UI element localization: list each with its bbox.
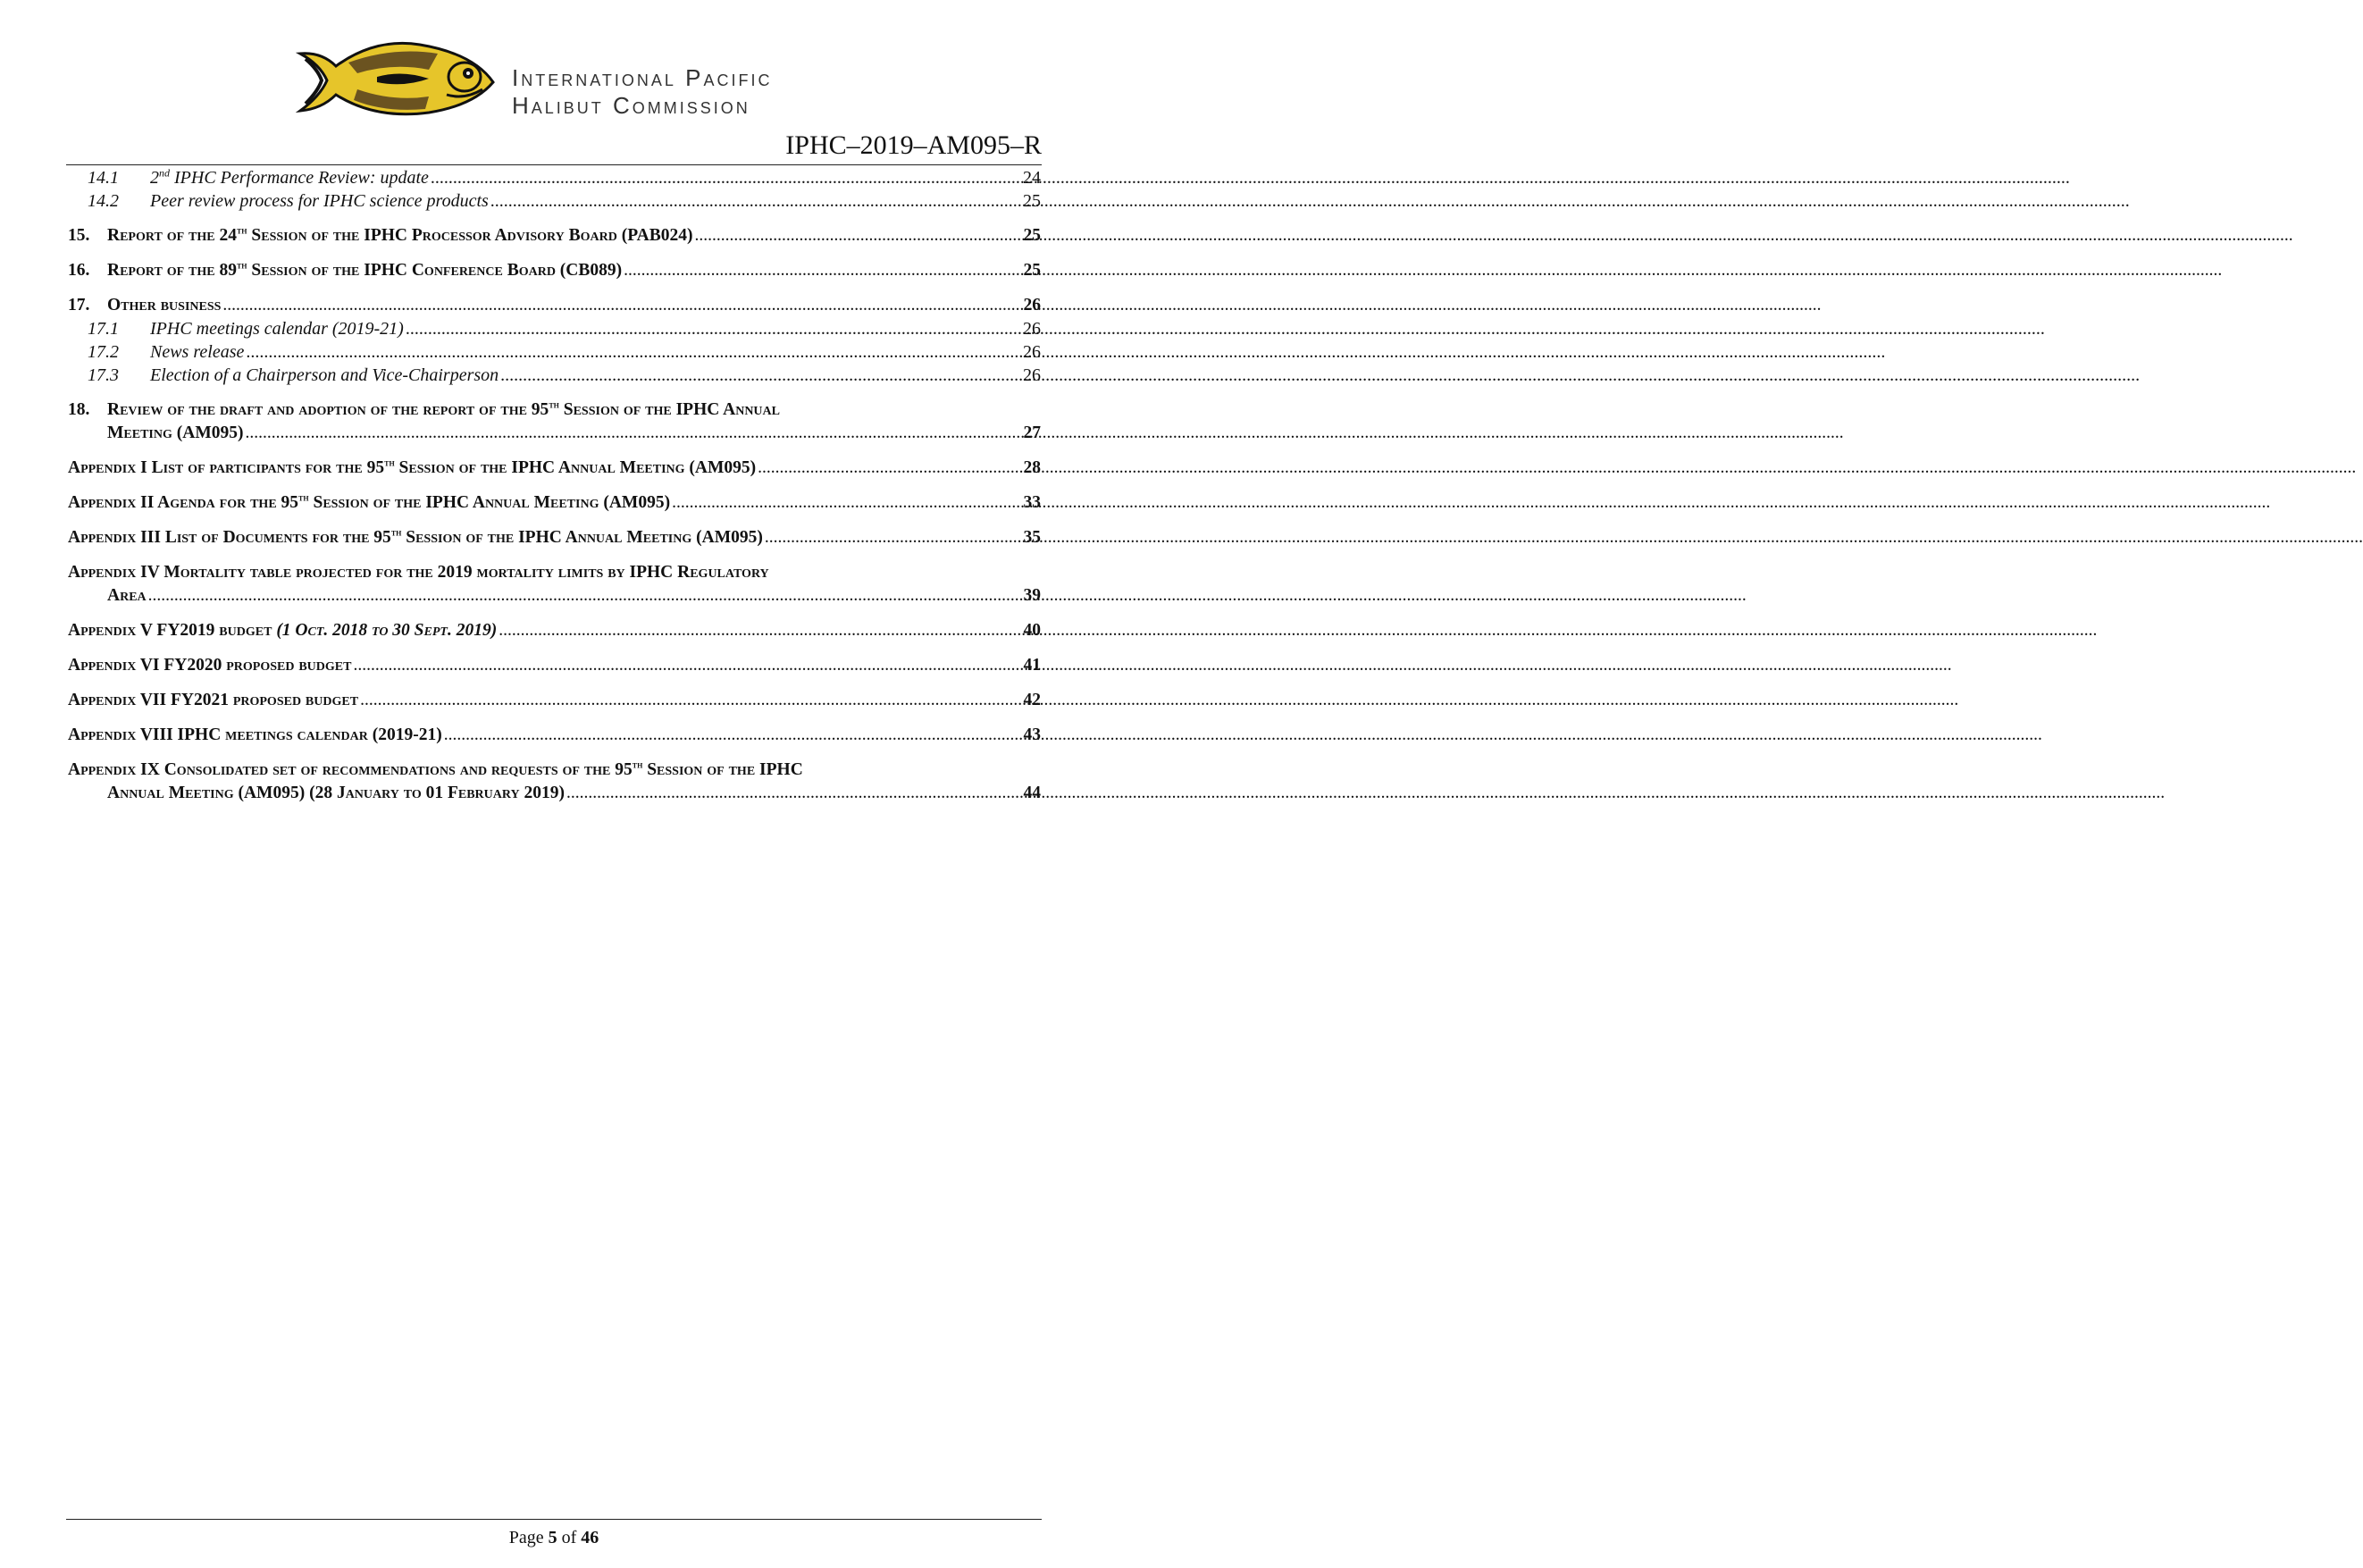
toc-title-continued: Meeting (AM095) <box>107 423 244 442</box>
halibut-logo-icon <box>295 38 500 123</box>
toc-title-prefix: Report of the 89 <box>107 261 237 280</box>
toc-entry-appendix-6[interactable] <box>68 654 1041 677</box>
page-footer <box>0 1528 1108 1548</box>
toc-superscript: th <box>236 224 247 237</box>
toc-title: Appendix VII FY2021 proposed budget <box>68 691 359 709</box>
toc-page-number: 26 <box>1023 365 1041 385</box>
toc-entry-appendix-3[interactable] <box>68 526 1041 549</box>
toc-page-number: 28 <box>1023 458 1041 477</box>
toc-title-prefix: Appendix I List of participants for the 95 <box>68 458 385 477</box>
toc-entry-appendix-1[interactable] <box>68 457 1041 480</box>
toc-page-number: 24 <box>1023 168 1041 188</box>
org-line-2: Halibut Commission <box>512 92 750 119</box>
leader-dots <box>406 317 1021 340</box>
toc-title: IPHC meetings calendar (2019-21) <box>150 319 404 339</box>
toc-number: 14.2 <box>88 191 119 211</box>
toc-title-italic: (1 Oct. 2018 to 30 Sept. 2019) <box>276 621 498 640</box>
toc-title: Session of the IPHC Annual Meeting (AM095) <box>401 528 763 547</box>
leader-dots <box>148 584 1022 608</box>
leader-dots <box>765 526 1022 549</box>
leader-dots <box>672 491 1021 515</box>
toc-page-number: 25 <box>1023 226 1041 245</box>
toc-title: Appendix IV Mortality table projected for the 2019 mortality limits by IPHC Regulatory <box>68 563 769 582</box>
toc-page-number: 26 <box>1023 319 1041 339</box>
toc-page-number: 43 <box>1023 725 1041 744</box>
toc-number: 17. <box>68 296 90 314</box>
toc-page-number: 33 <box>1023 493 1041 512</box>
toc-superscript: th <box>236 259 247 272</box>
toc-entry-appendix-2[interactable] <box>68 491 1041 515</box>
toc-title: Appendix V FY2019 budget <box>68 621 277 640</box>
toc-superscript: th <box>384 457 395 469</box>
toc-title: Appendix VI FY2020 proposed budget <box>68 656 352 675</box>
toc-entry-17[interactable] <box>68 294 1041 317</box>
toc-title: Session of the IPHC Annual Meeting (AM095) <box>394 458 757 477</box>
toc-page-number: 26 <box>1023 296 1041 314</box>
page-label: Page <box>508 1528 544 1547</box>
leader-dots <box>499 619 1021 642</box>
toc-superscript: th <box>632 759 643 771</box>
toc-title: Session of the IPHC Annual <box>558 400 780 419</box>
toc-entry-appendix-7[interactable] <box>68 689 1041 712</box>
total-pages: 46 <box>581 1528 599 1547</box>
toc-title-prefix: Report of the 24 <box>107 226 237 245</box>
toc-title-continued: Annual Meeting (AM095) (28 January to 01 February 2019) <box>107 784 565 802</box>
leader-dots <box>360 689 1021 712</box>
toc-page-number: 26 <box>1023 342 1041 362</box>
toc-page-number: 42 <box>1023 691 1041 709</box>
toc-page-number: 39 <box>1023 586 1041 605</box>
toc-title-continued: Area <box>107 586 147 605</box>
leader-dots <box>431 166 1021 189</box>
current-page: 5 <box>548 1528 557 1547</box>
toc-entry-17-1[interactable] <box>68 317 1041 340</box>
toc-number: 15. <box>68 226 90 245</box>
leader-dots <box>490 189 1021 213</box>
toc-page-number: 25 <box>1023 191 1041 211</box>
toc-number: 16. <box>68 261 90 280</box>
table-of-contents <box>68 166 1041 805</box>
leader-dots <box>245 422 1021 445</box>
toc-entry-15[interactable] <box>68 224 1041 247</box>
toc-page-number: 35 <box>1023 528 1041 547</box>
toc-entry-appendix-9[interactable] <box>68 759 1041 805</box>
toc-title: Appendix VIII IPHC meetings calendar (2019-21) <box>68 725 442 744</box>
toc-title: Session of the IPHC Conference Board (CB089) <box>247 261 623 280</box>
toc-title: News release <box>150 342 245 362</box>
leader-dots <box>246 340 1021 364</box>
toc-title: Other business <box>107 296 222 314</box>
toc-title: Election of a Chairperson and Vice-Chairperson <box>150 365 499 385</box>
toc-title: Session of the IPHC Annual Meeting (AM095) <box>308 493 671 512</box>
toc-entry-appendix-5[interactable] <box>68 619 1041 642</box>
leader-dots <box>758 457 1021 480</box>
toc-superscript: th <box>549 398 559 411</box>
toc-superscript: th <box>390 526 402 539</box>
toc-title: Session of the IPHC Processor Advisory Board (PAB024) <box>247 226 693 245</box>
toc-entry-17-3[interactable] <box>68 364 1041 387</box>
document-id: IPHC–2019–AM095–R <box>785 130 1042 160</box>
leader-dots <box>444 724 1022 747</box>
toc-entry-appendix-4[interactable] <box>68 561 1041 608</box>
toc-page-number: 27 <box>1023 423 1041 442</box>
toc-number: 18. <box>68 400 90 419</box>
toc-title-prefix: Appendix IX Consolidated set of recommendations and requests of the 95 <box>68 760 633 779</box>
leader-dots <box>695 224 1022 247</box>
leader-dots <box>624 259 1021 282</box>
header-divider <box>66 164 1042 165</box>
org-line-1: International Pacific <box>512 64 773 91</box>
leader-dots <box>566 782 1022 805</box>
toc-title: Peer review process for IPHC science products <box>150 191 489 211</box>
toc-number: 14.1 <box>88 168 119 188</box>
toc-number: 17.1 <box>88 319 119 339</box>
toc-number: 17.3 <box>88 365 119 385</box>
toc-number: 17.2 <box>88 342 119 362</box>
toc-title: IPHC Performance Review: update <box>170 168 429 188</box>
toc-page-number: 44 <box>1023 784 1041 802</box>
of-label: of <box>561 1528 577 1547</box>
toc-page-number: 40 <box>1023 621 1041 640</box>
organization-name <box>512 64 772 120</box>
toc-entry-18[interactable] <box>68 398 1041 445</box>
footer-divider <box>66 1519 1042 1520</box>
toc-entry-16[interactable] <box>68 259 1041 282</box>
toc-title-prefix: Appendix II Agenda for the 95 <box>68 493 299 512</box>
leader-dots <box>222 294 1021 317</box>
toc-page-number: 41 <box>1023 656 1041 675</box>
leader-dots <box>353 654 1021 677</box>
toc-title-prefix: 2 <box>150 168 159 188</box>
toc-title: Session of the IPHC <box>642 760 803 779</box>
toc-entry-14-2[interactable] <box>68 189 1041 213</box>
toc-superscript: nd <box>159 166 170 180</box>
toc-entry-appendix-8[interactable] <box>68 724 1041 747</box>
leader-dots <box>500 364 1021 387</box>
toc-entry-17-2[interactable] <box>68 340 1041 364</box>
toc-entry-14-1[interactable] <box>68 166 1041 189</box>
toc-title-prefix: Appendix III List of Documents for the 95 <box>68 528 391 547</box>
toc-superscript: th <box>298 491 309 504</box>
toc-page-number: 25 <box>1023 261 1041 280</box>
toc-title-prefix: Review of the draft and adoption of the report of the 95 <box>107 400 549 419</box>
